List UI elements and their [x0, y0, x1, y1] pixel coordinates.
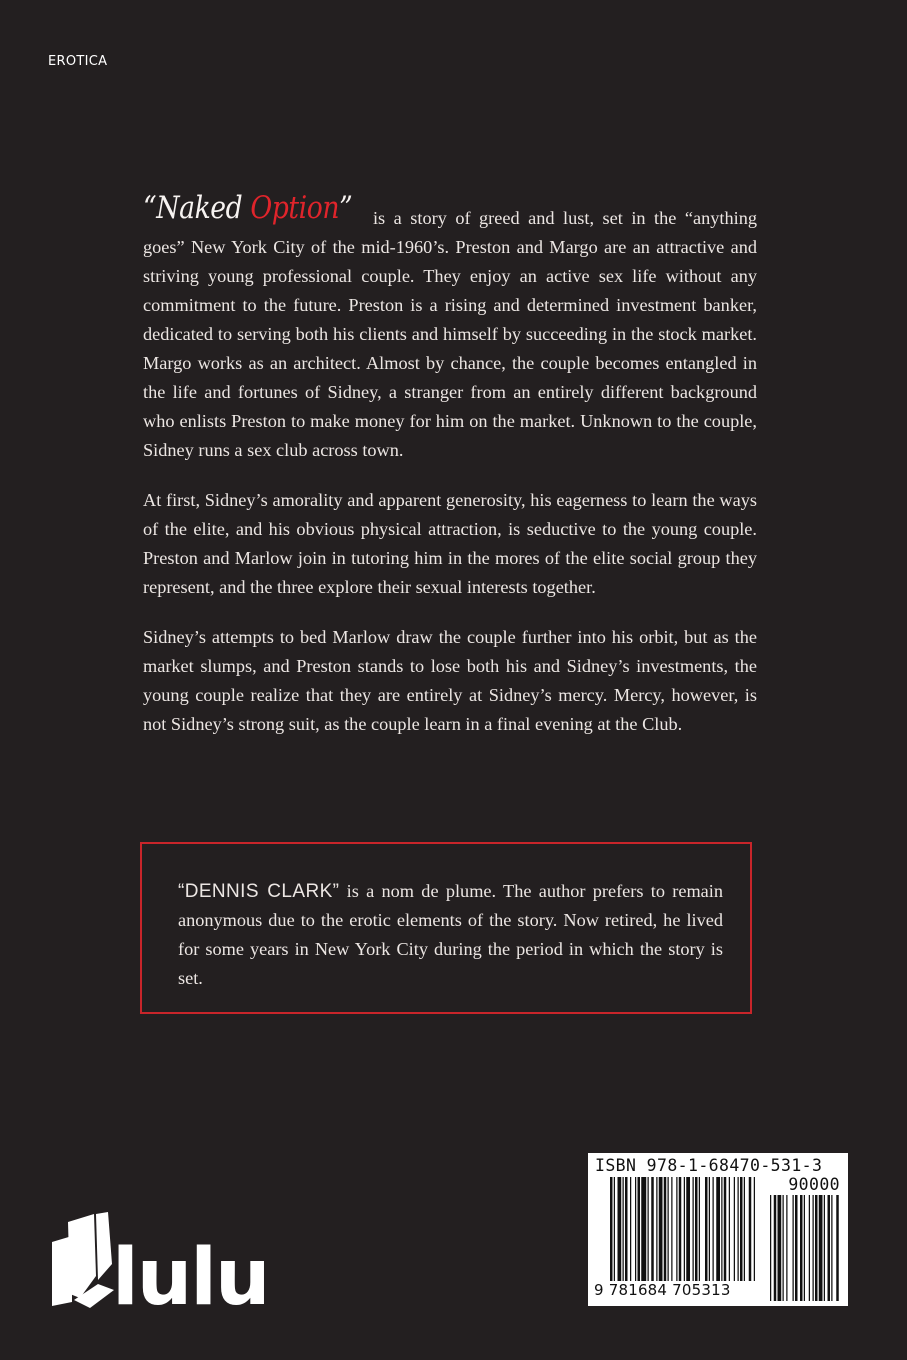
barcode-bar — [671, 1177, 672, 1281]
barcode-bar — [699, 1177, 700, 1281]
barcode-bar — [734, 1177, 735, 1281]
barcode-bar — [676, 1177, 677, 1281]
barcode-bar — [713, 1177, 714, 1281]
barcode-bar — [709, 1177, 710, 1281]
barcode-bar — [618, 1177, 622, 1281]
addon-bar — [770, 1195, 771, 1301]
price-code: 90000 — [788, 1175, 840, 1194]
barcode-bar — [623, 1177, 624, 1281]
barcode-bar — [659, 1177, 663, 1281]
barcode-bar — [738, 1177, 739, 1281]
author-bio — [178, 877, 723, 993]
barcode-bar — [740, 1177, 743, 1281]
barcode-bar — [651, 1177, 654, 1281]
addon-bar — [828, 1195, 831, 1301]
addon-bar — [819, 1195, 823, 1301]
barcode-bar — [641, 1177, 646, 1281]
isbn-label: ISBN 978-1-68470-531-3 — [595, 1156, 823, 1175]
barcode-bar — [656, 1177, 657, 1281]
addon-bar — [804, 1195, 805, 1301]
barcode-bar — [695, 1177, 698, 1281]
title-close-quote: ” — [339, 190, 353, 226]
addon-bar — [815, 1195, 818, 1301]
addon-bar — [831, 1195, 832, 1301]
genre-label: EROTICA — [48, 54, 108, 69]
author-bio-text: is a nom de plume. The author prefers to remain anonymous due to the erotic elements of the story. Now retired, he lived for some years in New York City during the period in which the story is set. — [178, 881, 723, 988]
title-word-naked: Naked — [156, 190, 243, 226]
barcode-bar — [625, 1177, 628, 1281]
barcode-bar — [635, 1177, 636, 1281]
title-open-quote: “ — [143, 190, 157, 226]
addon-bar — [824, 1195, 825, 1301]
addon-bar — [793, 1195, 794, 1301]
barcode-bar — [724, 1177, 727, 1281]
addon-bar — [813, 1195, 814, 1301]
barcode-bar — [686, 1177, 690, 1281]
blurb-paragraph-2: At first, Sidney’s amorality and apparent generosity, his eagerness to learn the ways of the elite, and his obvious physical attraction, is seductive to the young couple. Preston and Marlow join in tutoring him in the mores of the elite social group they represent, and the three explore their sexual interests together. — [143, 490, 757, 597]
blurb-paragraph-1-text: is a story of greed and lust, set in the “anything goes” New York City of the mid-1960’s. Preston and Margo are an attractive and striving young professional couple. They enjoy an active sex life without any commitment to the future. Preston is a rising and determined investment banker, dedicated to serving both his clients and himself by succeeding in the stock market. Margo works as an architect. Almost by chance, the couple becomes entangled in the life and fortunes of Sidney, a stranger from an entirely different background who enlists Preston to make money for him on the market. Unknown to the couple, Sidney runs a sex club across town. — [143, 208, 757, 460]
blurb-paragraph-3: Sidney’s attempts to bed Marlow draw the couple further into his orbit, but as the market slumps, and Preston stands to lose both his and Sidney’s investments, the young couple realize that they are entirely at Sidney’s mercy. Mercy, however, is not Sidney’s strong suit, as the couple learn in a final evening at the Club. — [143, 627, 757, 734]
lulu-logo — [50, 1206, 300, 1314]
lulu-wordmark: lulu — [112, 1233, 269, 1314]
addon-bar — [795, 1195, 798, 1301]
addon-bar — [778, 1195, 782, 1301]
barcode-bar — [610, 1177, 613, 1281]
author-name: “DENNIS CLARK” — [178, 881, 340, 902]
addon-bar — [836, 1195, 839, 1301]
ean-digits: 9 781684 705313 — [594, 1281, 731, 1299]
addon-bar — [786, 1195, 787, 1301]
addon-bar — [809, 1195, 810, 1301]
barcode-bar — [749, 1177, 752, 1281]
author-box — [140, 842, 752, 1014]
barcode-bar — [721, 1177, 722, 1281]
barcode-bar — [716, 1177, 720, 1281]
title-word-option: Option — [250, 190, 340, 226]
barcode-bar — [684, 1177, 685, 1281]
blurb-paragraph-1 — [143, 190, 757, 465]
barcode-bar — [679, 1177, 682, 1281]
blurb — [143, 190, 757, 760]
barcode-bar — [664, 1177, 667, 1281]
addon-bar — [800, 1195, 803, 1301]
barcode-bar — [648, 1177, 649, 1281]
barcode-bar — [729, 1177, 730, 1281]
lulu-book-icon — [52, 1212, 114, 1308]
barcode-bar — [744, 1177, 745, 1281]
addon-bar — [783, 1195, 784, 1301]
barcode — [588, 1153, 848, 1306]
addon-bar — [774, 1195, 777, 1301]
book-title — [143, 190, 353, 226]
barcode-bar — [614, 1177, 615, 1281]
barcode-bar — [693, 1177, 694, 1281]
barcode-bar — [705, 1177, 708, 1281]
barcode-bar — [668, 1177, 669, 1281]
barcode-bar — [638, 1177, 641, 1281]
barcode-bar — [630, 1177, 631, 1281]
barcode-bar — [754, 1177, 755, 1281]
